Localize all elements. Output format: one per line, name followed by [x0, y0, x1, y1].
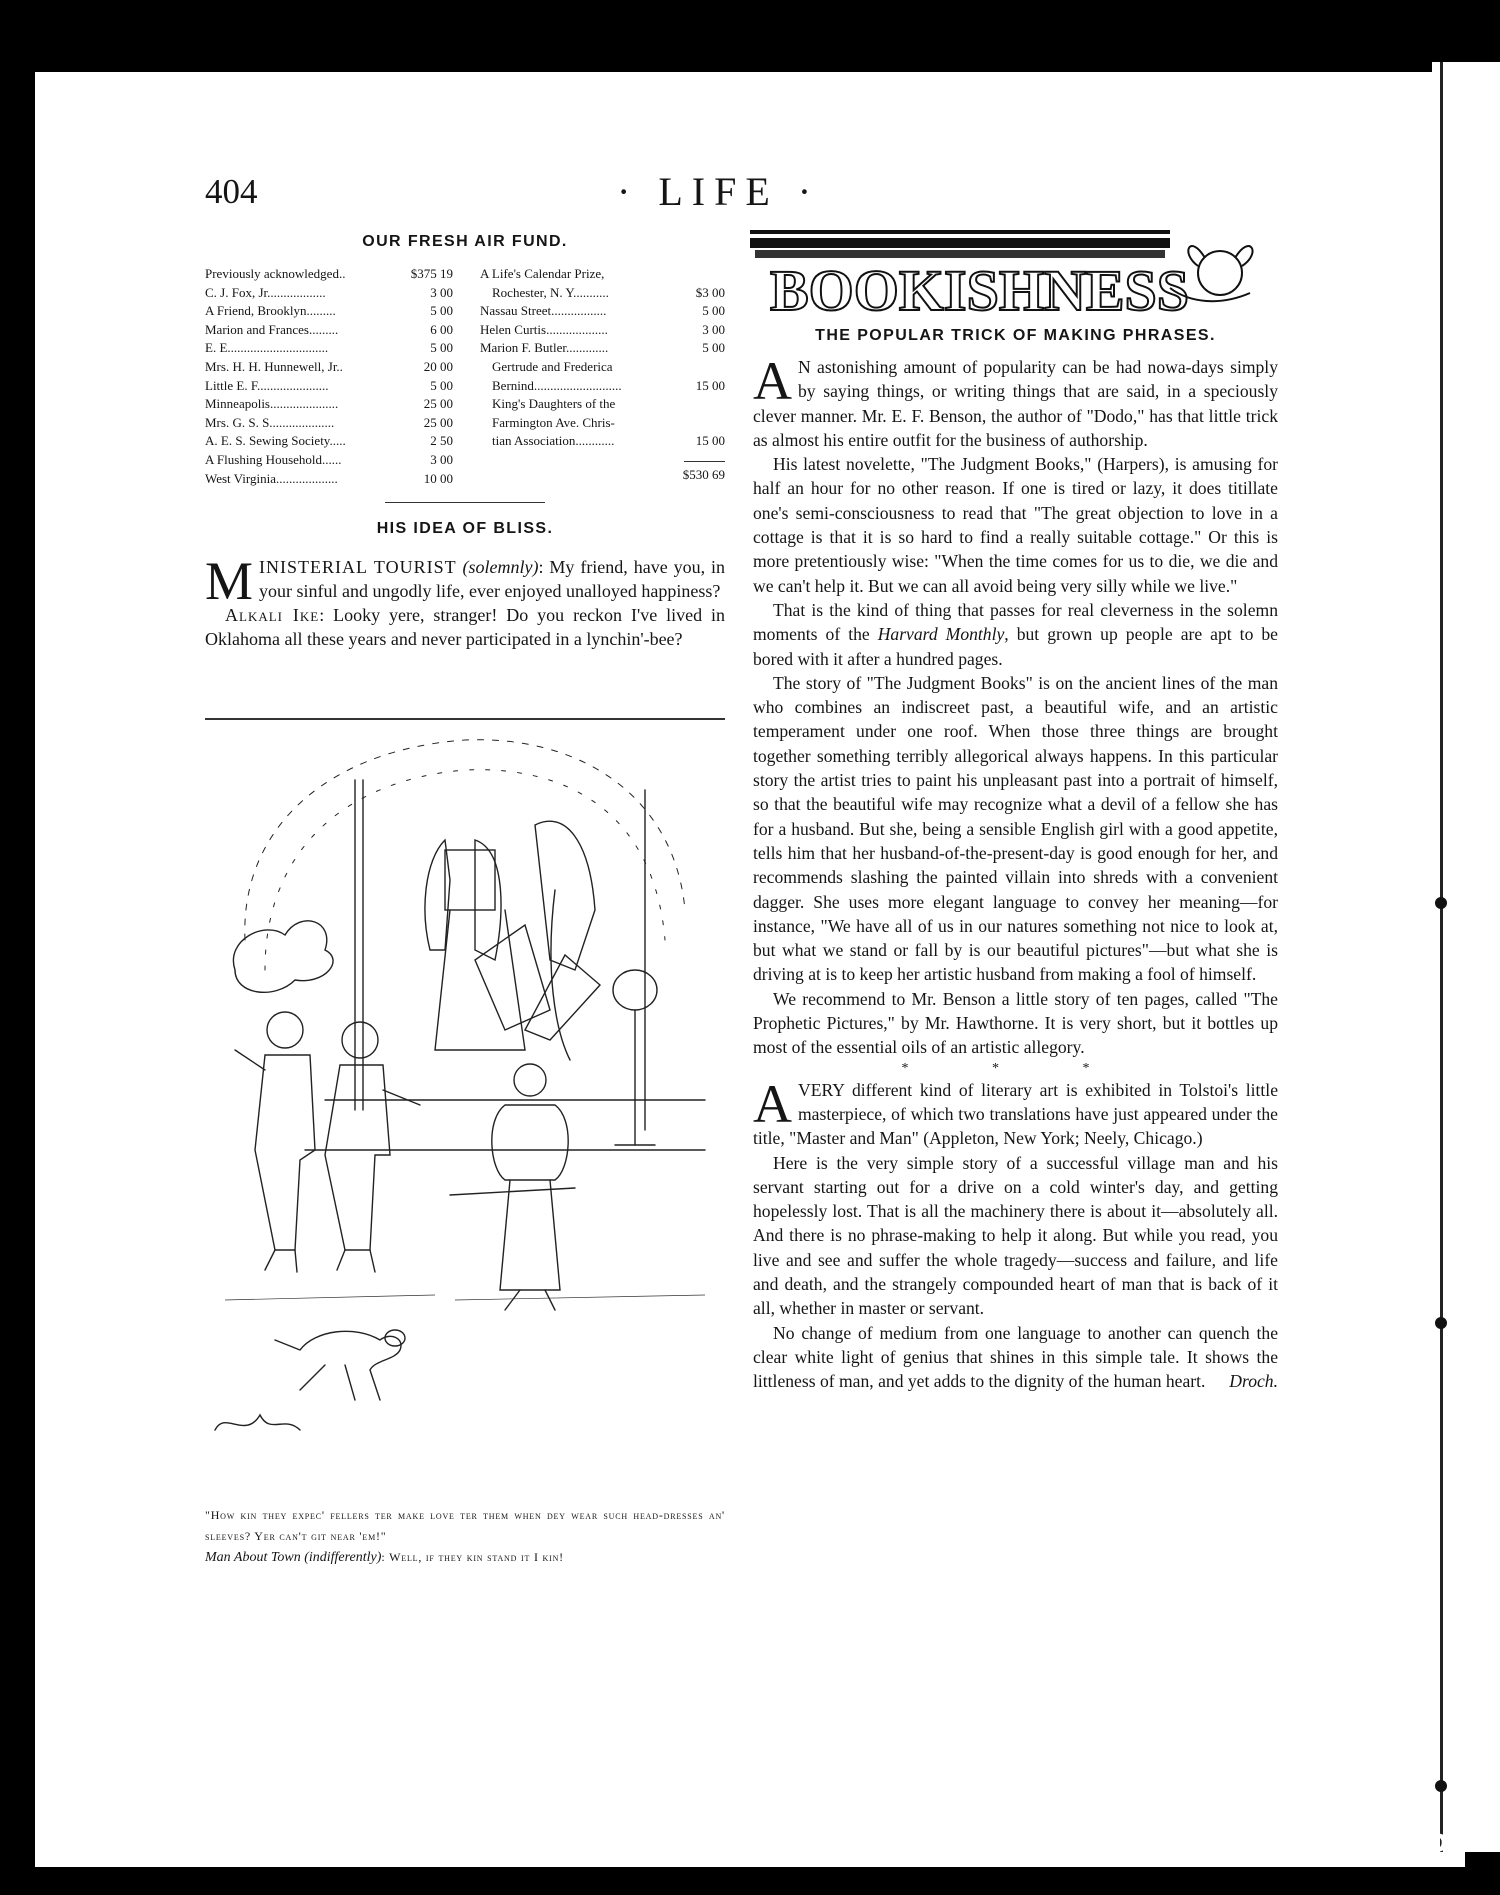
- fund-entry-name: tian Association............: [492, 433, 615, 449]
- fund-entry-amount: 6 00: [430, 321, 453, 337]
- fund-entry: [480, 395, 725, 414]
- author-signature: Droch.: [1229, 1371, 1278, 1392]
- bookishness-title: BOOKISHNESS: [770, 258, 1190, 318]
- fund-entry: [480, 302, 725, 321]
- fund-entry-name: Gertrude and Frederica: [492, 358, 613, 374]
- fund-entry: [480, 377, 725, 396]
- article-paragraph: We recommend to Mr. Benson a little story of ten pages, called "The Prophetic Pictures," by Mr. Hawthorne. It is very short, but it bottles up most of the essential oils of an artistic allegory.: [753, 988, 1278, 1058]
- fund-entry-name: C. J. Fox, Jr..................: [205, 284, 326, 300]
- fund-entry: [205, 358, 453, 377]
- publication-title: Harvard Monthly: [877, 624, 1005, 645]
- fund-entry-amount: [721, 414, 725, 433]
- fund-entry: [480, 265, 725, 284]
- fund-entry-name: Rochester, N. Y...........: [492, 284, 609, 300]
- tourist-line: : My friend, have you, in your sinful and ungodly life, ever enjoyed unalloyed happiness?: [259, 557, 726, 601]
- fund-entry: [480, 358, 725, 377]
- bliss-title: HIS IDEA OF BLISS.: [376, 520, 554, 537]
- fund-entry-amount: 15 00: [695, 377, 725, 393]
- speaker-tourist: INISTERIAL TOURIST: [259, 557, 457, 577]
- article-paragraph: [753, 1073, 1278, 1151]
- fund-entry-amount: 5 00: [430, 340, 453, 356]
- fund-entry-name: Previously acknowledged..: [205, 266, 346, 281]
- article-paragraph: [753, 598, 1278, 671]
- fund-entry: [205, 265, 453, 284]
- fund-right-column: [480, 265, 725, 451]
- fund-entry-name: Minneapolis.....................: [205, 396, 339, 412]
- bliss-dialogue: [205, 551, 726, 651]
- fund-entry-name: West Virginia...................: [205, 470, 338, 486]
- fund-entry: [205, 432, 453, 451]
- article-paragraph: The story of "The Judgment Books" is on the ancient lines of the man who combines an indiscreet past, a beautiful wife, and an artistic temperament under one roof. When those three things are brought together something terribly allegorical always happens. In this particular story the artist tries to paint his unpleasant past into a portrait of himself, so that the beautiful wife may recognize what a devil of a fellow she has for a husband. But she, being a sensible English girl with a good appetite, tells him that her husband-of-the-present-day is good enough for her, and recommends slashing the painted villain into shreds with a convenient dagger. She uses more elegant language to convey her meaning—for instance, "We have all of us in our natures something not nice to look at, but what we stand or fall by is our beautiful pictures"—but what she is driving at is to keep her artistic husband from making a fool of himself.: [753, 672, 1278, 985]
- paragraph-text: That is the kind of thing that passes for real cleverness in the solemn moments of the: [753, 599, 1278, 645]
- fund-entry-amount: 2 50: [430, 433, 453, 449]
- fund-entry-name: Nassau Street.................: [480, 303, 607, 319]
- fund-entry-amount: 5 00: [430, 303, 453, 319]
- fund-entry-name: King's Daughters of the: [492, 396, 616, 412]
- fund-entry-amount: 10 00: [423, 470, 453, 486]
- fund-entry: [205, 395, 453, 414]
- fund-entry-name: Mrs. G. S. S....................: [205, 414, 335, 430]
- fund-entry-amount: [721, 358, 725, 377]
- fund-entry-amount: 5 00: [430, 377, 453, 393]
- speaker-alkali-ike: Alkali Ike: [225, 605, 320, 625]
- watermark: comicbooks.com: [1186, 1823, 1482, 1859]
- caption-quote: "How kin they expec' fellers ter make love ter them when dey wear such head-dresses an' sleeves? Yer can't git near 'em!": [205, 1508, 725, 1543]
- masthead: · LIFE ·: [617, 169, 821, 214]
- fund-entry-amount: 25 00: [423, 396, 453, 412]
- fund-entry-amount: 3 00: [430, 284, 453, 300]
- fund-entry-amount: $3 00: [695, 284, 725, 300]
- fund-entry-amount: 3 00: [702, 321, 725, 337]
- article-drop-cap: A: [753, 1073, 792, 1134]
- fund-entry-name: Bernind...........................: [492, 377, 622, 393]
- fund-entry-name: Mrs. H. H. Hunnewell, Jr..: [205, 358, 343, 374]
- fund-entry-name: Farmington Ave. Chris-: [492, 414, 615, 430]
- next-page-edge: [1432, 62, 1500, 1852]
- fund-entry: [480, 321, 725, 340]
- caption-reply: : Well, if they kin stand it I kin!: [381, 1550, 564, 1564]
- paragraph-text: VERY different kind of literary art is exhibited in Tolstoi's little masterpiece, of which two translations have just appeared under the title, "Master and Man" (Appleton, New York; Neely, Chicago.): [753, 1079, 1278, 1149]
- fund-entry: [480, 339, 725, 358]
- fund-entry-amount: 20 00: [423, 358, 453, 374]
- article-drop-cap: A: [753, 351, 792, 411]
- fund-entry-name: A Life's Calendar Prize,: [480, 266, 605, 281]
- fund-entry: [205, 321, 453, 340]
- fund-entry-name: E. E...............................: [205, 340, 329, 356]
- fund-entry: [205, 302, 453, 321]
- fund-entry: [205, 451, 453, 470]
- fund-entry: [205, 284, 453, 303]
- paragraph-text: N astonishing amount of popularity can be had nowa-days simply by saying things, or writing things that are said, in a speciously clever manner. Mr. E. F. Benson, the author of "Dodo," has that little trick as almost his entire outfit for the business of authorship.: [753, 357, 1278, 450]
- article-subtitle: THE POPULAR TRICK OF MAKING PHRASES.: [815, 327, 1216, 344]
- fund-entry: [480, 414, 725, 433]
- fund-entry: [205, 470, 453, 489]
- fund-entry-amount: 5 00: [702, 303, 725, 319]
- article-paragraph: Here is the very simple story of a successful village man and his servant starting out for a drive on a cold winter's day, and getting hopelessly lost. That is all the machinery there is about it—absolutely all. And there is no phrase-making to help it along. But while you read, you live and see and suffer the whole tragedy—success and failure, and life and death, and the strangely compounded heart of man that is back of it all, whether in master or servant.: [753, 1152, 1278, 1319]
- fund-entry-name: A Friend, Brooklyn.........: [205, 303, 336, 319]
- article-body: [753, 351, 1278, 1393]
- fund-entry-name: Marion and Frances.........: [205, 321, 339, 337]
- tourist-manner: (solemnly): [462, 557, 539, 577]
- fund-entry-amount: 25 00: [423, 414, 453, 430]
- alkali-line: : Looky yere, stranger! Do you reckon I've lived in Oklahoma all these years and never participated in a lynchin'-bee?: [205, 605, 725, 649]
- fund-entry-amount: $375 19: [410, 266, 453, 281]
- fund-entry: [480, 432, 725, 451]
- fund-entry-amount: [721, 395, 725, 414]
- section-stars: * * *: [901, 1060, 1130, 1076]
- fund-title: OUR FRESH AIR FUND.: [362, 233, 568, 250]
- fund-total: $530 69: [682, 467, 725, 482]
- fund-entry: [205, 339, 453, 358]
- fund-entry: [205, 414, 453, 433]
- fund-entry-name: Little E. F......................: [205, 377, 329, 393]
- fund-entry-name: Helen Curtis...................: [480, 321, 608, 337]
- fund-entry-amount: 15 00: [695, 433, 725, 449]
- caption-speaker: Man About Town (indifferently): [205, 1550, 382, 1565]
- bookishness-header-art: [750, 228, 1280, 318]
- page-number: 404: [205, 172, 258, 211]
- article-paragraph: His latest novelette, "The Judgment Books," (Harpers), is amusing for half an hour for no other reason. If one is tired or lazy, it does titillate one's semi-consciousness to read that "The great objection to love in a cottage is that it is so hard to find a really suitable cottage." Or this is more pretentiously wise: "When the time comes for us to die, we die and we can't help it. But we can all avoid being very silly while we live.": [753, 454, 1278, 596]
- fund-entry-name: A Flushing Household......: [205, 451, 342, 467]
- fund-entry: [205, 377, 453, 396]
- fund-entry-name: A. E. S. Sewing Society.....: [205, 433, 346, 449]
- fund-entry-amount: 3 00: [430, 451, 453, 467]
- article-paragraph: No change of medium from one language to another can quench the clear white light of genius that shines in this simple tale. It shows the littleness of man, and yet adds to the dignity of the human heart.: [753, 1322, 1278, 1392]
- fund-left-column: [205, 265, 453, 488]
- article-paragraph: [753, 351, 1278, 452]
- fund-entry-amount: 5 00: [702, 340, 725, 356]
- fund-entry: [480, 284, 725, 303]
- section-divider: [385, 502, 545, 503]
- cartoon-caption: [205, 1505, 725, 1568]
- fund-entry-amount: [721, 265, 725, 284]
- cartoon-illustration: [205, 710, 725, 1485]
- paragraph-text: , but grown up people are apt to be bored with it after a hundred pages.: [753, 624, 1278, 669]
- bliss-drop-cap: M: [205, 551, 254, 611]
- fund-entry-name: Marion F. Butler.............: [480, 340, 609, 356]
- total-rule: [684, 461, 725, 462]
